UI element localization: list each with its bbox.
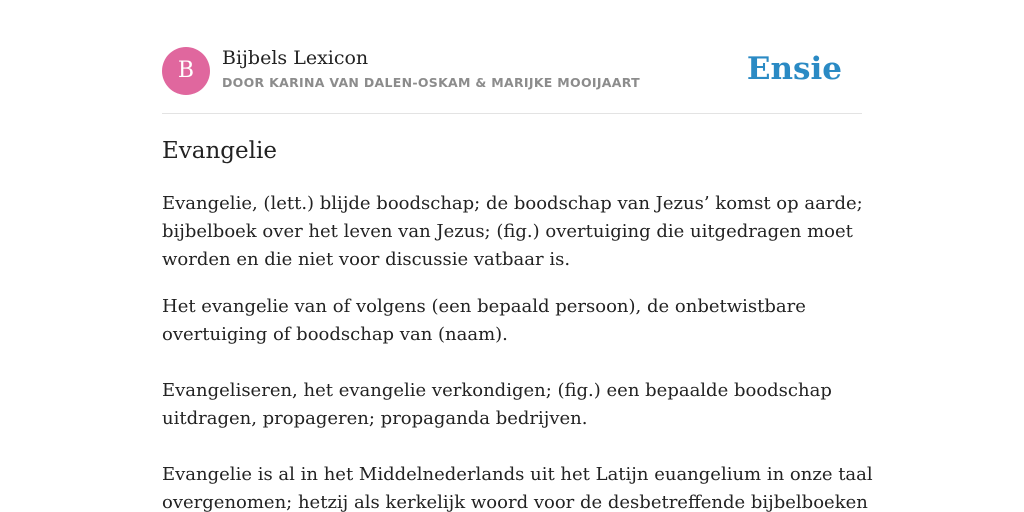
entry-title: Evangelie — [162, 138, 277, 164]
header — [162, 47, 862, 113]
text-line: overgenomen; hetzij als kerkelijk woord voor de desbetreffende bijbelboeken — [162, 492, 868, 512]
text-line: Evangelie is al in het Middelnederlands uit het Latijn euangelium in onze taal — [162, 464, 873, 485]
blank-line — [162, 349, 862, 377]
text-line: Evangeliseren, het evangelie verkondigen; (fig.) een bepaalde boodschap — [162, 380, 832, 401]
text-line: overtuiging of boodschap van (naam). — [162, 324, 508, 345]
usage-paragraph — [162, 293, 873, 512]
brand-logo[interactable]: Ensie — [746, 51, 842, 87]
text-line: worden en die niet voor discussie vatbaar is. — [162, 249, 571, 270]
source-title[interactable]: Bijbels Lexicon — [222, 47, 369, 69]
text-line: bijbelboek over het leven van Jezus; (fig.) overtuiging die uitgedragen moet — [162, 221, 853, 242]
text-line: uitdragen, propageren; propaganda bedrijven. — [162, 408, 588, 429]
blank-line — [162, 433, 862, 461]
header-divider — [162, 113, 862, 114]
text-line: Evangelie, (lett.) blijde boodschap; de boodschap van Jezus’ komst op aarde; — [162, 193, 863, 214]
source-authors: DOOR KARINA VAN DALEN-OSKAM & MARIJKE MOOIJAART — [222, 75, 640, 90]
text-line: Het evangelie van of volgens (een bepaald persoon), de onbetwistbare — [162, 296, 806, 317]
definition-paragraph — [162, 190, 862, 274]
entry-body — [162, 190, 873, 512]
source-avatar[interactable]: B — [162, 47, 210, 95]
